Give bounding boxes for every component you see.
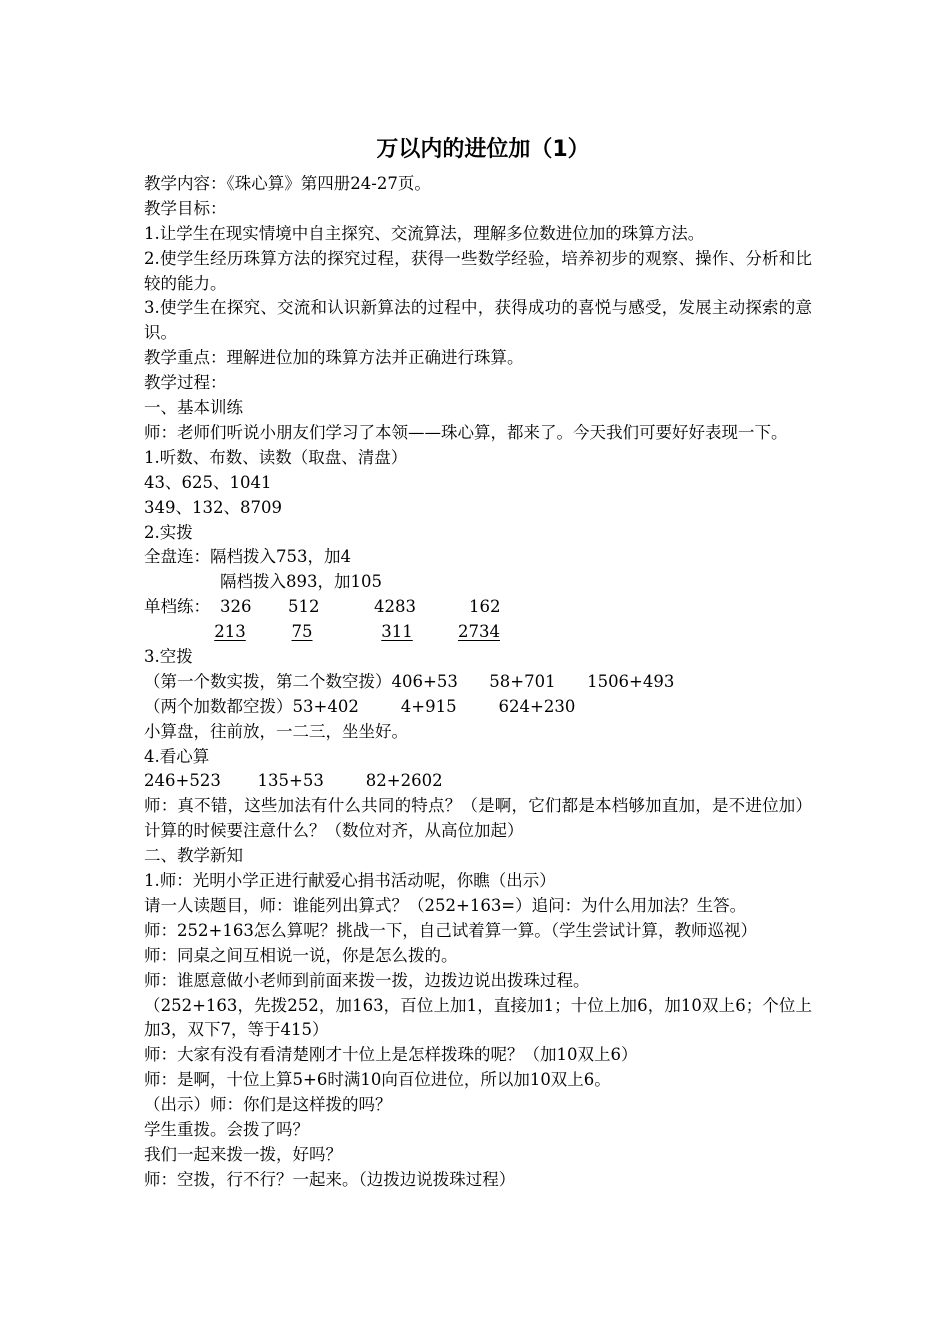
objective-3: 3.使学生在探究、交流和认识新算法的过程中，获得成功的喜悦与感受，发展主动探索的意识。 [144, 298, 812, 343]
teacher-intro: 师：老师们听说小朋友们学习了本领——珠心算，都来了。今天我们可要好好表现一下。 [144, 422, 788, 442]
air-practice: 师：空拨，行不行？一起来。（边拨边说拨珠过程） [144, 1169, 516, 1189]
single-drill-top-row [144, 595, 812, 620]
page-title: 万以内的进位加（1） [376, 137, 590, 162]
drill-4-heading: 4.看心算 [144, 746, 210, 766]
section-2-heading: 二、教学新知 [144, 846, 243, 866]
pair-discussion: 师：同桌之间互相说一说，你是怎么拨的。 [144, 945, 458, 965]
drill-number: 162 [469, 597, 501, 617]
together-practice: 我们一起来拨一拨，好吗？ [144, 1144, 342, 1164]
demo-at-front: 师：谁愿意做小老师到前面来拨一拨，边拨边说出拨珠过程。 [144, 970, 590, 990]
drill-2-heading: 2.实拨 [144, 522, 193, 542]
mental-calc-numbers: 246+523 135+53 82+2602 [144, 771, 443, 791]
objective-1: 1.让学生在现实情境中自主探究、交流算法，理解多位数进位加的珠算方法。 [144, 223, 705, 243]
drill-1-heading: 1.听数、布数、读数（取盘、清盘） [144, 447, 408, 467]
read-problem: 请一人读题目，师：谁能列出算式？（252+163=）追问：为什么用加法？生答。 [144, 895, 747, 915]
try-calc: 师：252+163怎么算呢？挑战一下，自己试着算一算。（学生尝试计算，教师巡视） [144, 920, 758, 940]
air-drill-b: （两个加数都空拨）53+402 4+915 624+230 [144, 696, 576, 716]
drill-number: 4283 [374, 597, 416, 617]
process-heading: 教学过程： [144, 373, 227, 393]
drill-3-heading: 3.空拨 [144, 647, 193, 666]
drill-number-underlined: 75 [291, 622, 313, 642]
objectives-heading: 教学目标： [144, 198, 227, 218]
drill-1-numbers-b: 349、132、8709 [144, 497, 282, 517]
drill-number-underlined: 311 [381, 622, 413, 642]
full-board-a: 全盘连：隔档拨入753，加4 [144, 547, 351, 567]
bead-process: （252+163，先拨252，加163，百位上加1，直接加1；十位上加6，加10双上6；个位上加3，双下7，等于415） [144, 995, 812, 1040]
key-point: 教学重点：理解进位加的珠算方法并正确进行珠算。 [144, 348, 524, 368]
teaching-content: 教学内容：《珠心算》第四册24-27页。 [144, 174, 431, 193]
single-drill-bottom-row [144, 620, 812, 645]
posture-rhyme: 小算盘，往前放，一二三，坐坐好。 [144, 721, 408, 741]
teacher-question: 师：真不错，这些加法有什么共同的特点？（是啊，它们都是本档够加直加，是不进位加）计算的时候要注意什么？（数位对齐，从高位加起） [144, 796, 812, 841]
drill-1-numbers-a: 43、625、1041 [144, 472, 272, 492]
show-method: （出示）师：你们是这样拨的吗？ [144, 1095, 392, 1115]
tens-explanation: 师：是啊，十位上算5+6时满10向百位进位，所以加10双上6。 [144, 1070, 611, 1090]
single-drill-label: 单档练： [144, 597, 210, 617]
drill-number: 512 [288, 597, 320, 617]
student-redo: 学生重拨。会拨了吗？ [144, 1119, 309, 1139]
full-board-b: 隔档拨入893，加105 [220, 572, 382, 592]
objective-2: 2.使学生经历珠算方法的探究过程，获得一些数学经验，培养初步的观察、操作、分析和比较的能力。 [144, 248, 812, 293]
drill-number-underlined: 2734 [458, 622, 500, 642]
tens-question: 师：大家有没有看清楚刚才十位上是怎样拨珠的呢？（加10双上6） [144, 1045, 638, 1065]
air-drill-a: （第一个数实拨，第二个数空拨）406+53 58+701 1506+493 [144, 671, 675, 691]
drill-number-underlined: 213 [214, 622, 246, 642]
document-page [144, 128, 812, 1193]
drill-number: 326 [220, 597, 252, 617]
section-1-heading: 一、基本训练 [144, 398, 243, 418]
new-knowledge-1: 1.师：光明小学正进行献爱心捐书活动呢，你瞧（出示） [144, 871, 556, 891]
